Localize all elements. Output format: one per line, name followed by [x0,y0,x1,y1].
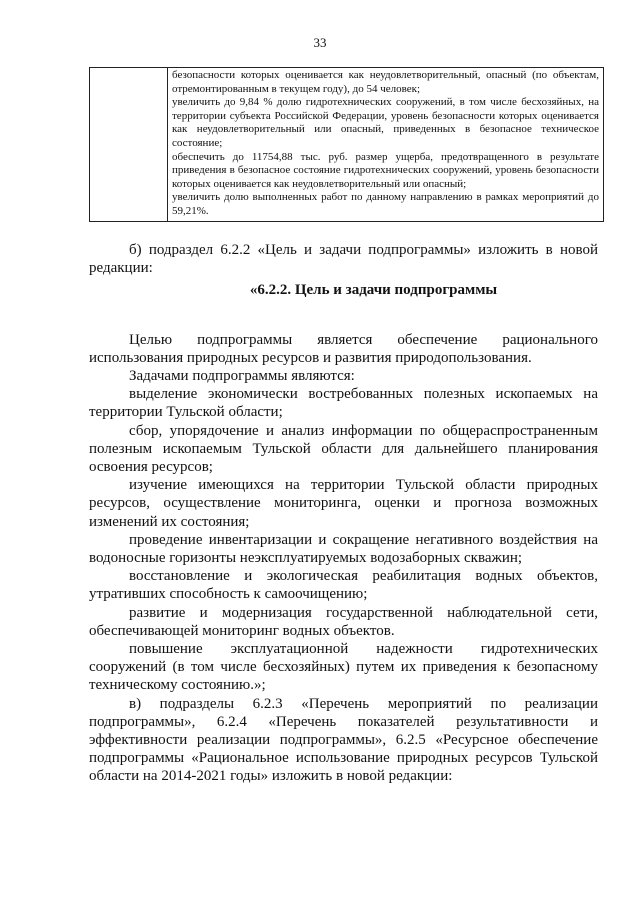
task-item: проведение инвентаризации и сокращение негативного воздействия на водоносные горизонты неэксплуатируемых водозаборных скважин; [89,531,598,567]
task-item: восстановление и экологическая реабилитация водных объектов, утративших способность к самоочищению; [89,568,598,603]
task-item: сбор, упорядочение и анализ информации по общераспространенным полезным ископаемым Тульской области для дальнейшего планирования освоения ресурсов; [89,422,598,476]
task-item: выделение экономически востребованных полезных ископаемых на территории Тульской области; [89,386,598,421]
tasks-intro: Задачами подпрограммы являются: [129,368,355,385]
task-item: повышение эксплуатационной надежности гидротехнических сооружений (в том числе бесхозяйных) путем их приведения к безопасному техническому состоянию.»; [89,641,598,694]
task-item: развитие и модернизация государственной наблюдательной сети, обеспечивающей мониторинг водных объектов. [89,604,598,639]
table-paragraph: увеличить долю выполненных работ по данному направлению в рамках мероприятий до 59,21%. [172,191,599,217]
table-paragraph: увеличить до 9,84 % долю гидротехнических сооружений, в том числе бесхозяйных, на территории субъекта Российской Федерации, уровень безопасности которых оценивается как неудовлетворительный или опасный, приведенных в безопасное техническое состояние; [172,96,599,149]
final-paragraph: в) подразделы 6.2.3 «Перечень мероприятий по реализации подпрограммы», 6.2.4 «Перечень показателей результативности и эффективности реализации подпрограммы», 6.2.5 «Ресурсное обеспечение подпрограммы «Рациональное использование природных ресурсов Тульской области на 2014-2021 годы» изложить в новой редакции: [89,695,598,785]
section-heading: «6.2.2. Цель и задачи подпрограммы [249,282,498,299]
page-number: 33 [313,35,327,50]
intro-paragraph: б) подраздел 6.2.2 «Цель и задачи подпрограммы» изложить в новой редакции: [89,242,598,277]
table-paragraph: безопасности которых оценивается как неудовлетворительный, опасный (по объектам, отремонтированным в текущем году), до 54 человек; [172,69,599,95]
table-row [90,68,604,222]
table-cell-indicators [168,68,604,222]
continued-table [89,67,604,222]
goal-paragraph: Целью подпрограммы является обеспечение рационального использования природных ресурсов и развития природопользования. [89,331,598,366]
task-item: изучение имеющихся на территории Тульской области природных ресурсов, осуществление мониторинга, оценки и прогноза возможных изменений их состояния; [89,477,598,530]
table-paragraph: обеспечить до 11754,88 тыс. руб. размер ущерба, предотвращенного в результате приведения в безопасное состояние гидротехнических сооружений, уровень безопасности которых оценивается как неудовлетворительный или опасный; [172,150,599,190]
table-cell-empty [90,68,168,222]
document-body [89,241,598,786]
